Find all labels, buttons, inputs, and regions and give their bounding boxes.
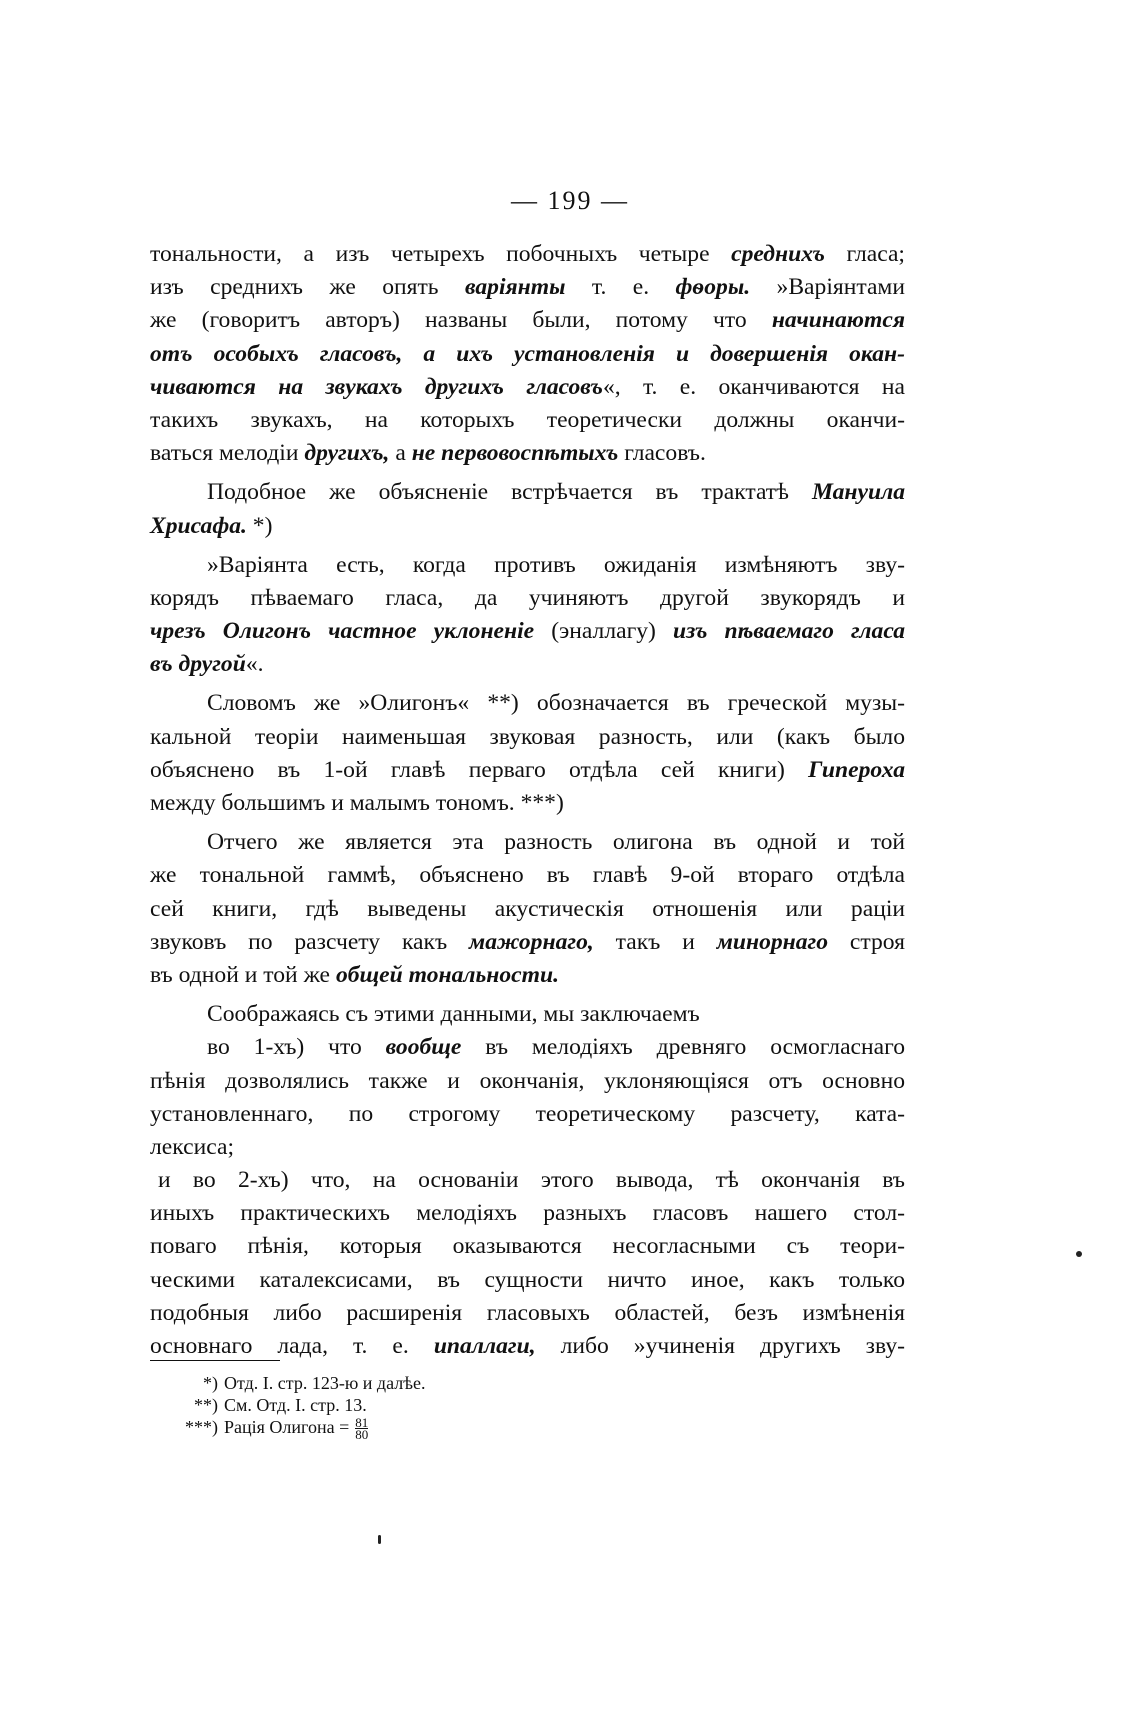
text-run: въ одной и той же xyxy=(150,961,336,988)
text-run: сей книги, гдѣ выведены акустическія отношенія или раціи xyxy=(150,895,905,922)
text-run: а xyxy=(389,440,412,467)
text-line xyxy=(150,476,905,509)
footnote xyxy=(180,1394,425,1416)
text-run: лексиса; xyxy=(150,1133,235,1160)
text-line xyxy=(150,1098,905,1131)
text-run: »Варіянта есть, когда противъ ожиданія измѣняютъ зву- xyxy=(207,551,905,578)
text-line xyxy=(150,1131,905,1164)
text-line xyxy=(150,893,905,926)
text-line xyxy=(150,304,905,337)
italic-phrase: другихъ, xyxy=(304,440,390,467)
text-line xyxy=(150,721,905,754)
text-line xyxy=(150,859,905,892)
footnote-mark: ***) xyxy=(185,1417,218,1437)
text-run: установленнаго, по строгому теоретическому разсчету, ката- xyxy=(150,1100,905,1127)
print-speck xyxy=(378,1535,381,1544)
fraction-numerator: 81 xyxy=(355,1415,369,1431)
footnote xyxy=(180,1415,425,1443)
text-line xyxy=(150,549,905,582)
text-run: Подобное же объясненіе встрѣчается въ трактатѣ xyxy=(207,479,812,506)
italic-phrase: изъ пѣваемаго гласа xyxy=(673,618,905,645)
print-speck xyxy=(1076,1251,1082,1257)
text-line xyxy=(150,615,905,648)
footnote-text: См. Отд. I. стр. 13. xyxy=(224,1395,367,1415)
text-line xyxy=(150,1230,905,1263)
text-line xyxy=(150,238,905,271)
text-line xyxy=(150,437,905,470)
text-run: гласовъ. xyxy=(618,440,706,467)
text-run: поваго пѣнія, которыя оказываются несогласными съ теори- xyxy=(150,1233,905,1260)
text-line xyxy=(150,998,905,1031)
text-line xyxy=(150,404,905,437)
text-line xyxy=(150,648,905,681)
text-line xyxy=(150,510,905,543)
page-number: — 199 — xyxy=(511,186,629,215)
footnote-text: Отд. I. стр. 123-ю и далѣе. xyxy=(224,1373,426,1393)
italic-phrase: вообще xyxy=(385,1034,462,1061)
text-run: Отчего же является эта разность олигона въ одной и той xyxy=(207,829,905,856)
text-run: Словомъ же »Олигонъ« **) обозначается въ греческой музы- xyxy=(207,690,905,717)
italic-phrase: въ другой xyxy=(150,651,246,678)
italic-phrase: минорнаго xyxy=(716,928,829,955)
text-line xyxy=(150,271,905,304)
text-run: т. е. xyxy=(565,274,676,301)
italic-phrase: начинаются xyxy=(771,307,905,334)
body-text xyxy=(150,238,905,1363)
italic-phrase: чиваются на звукахъ другихъ гласовъ xyxy=(150,373,603,400)
text-line xyxy=(150,1197,905,1230)
text-run: между большимъ и малымъ тономъ. ***) xyxy=(150,790,564,816)
italic-phrase: отъ особыхъ гласовъ, а ихъ установленія и довершенія окан- xyxy=(150,340,905,367)
text-run: «, т. е. оканчиваются на xyxy=(602,373,905,400)
text-run: изъ среднихъ же опять xyxy=(150,274,465,301)
text-run: »Варіянтами xyxy=(750,274,905,301)
text-line xyxy=(150,687,905,720)
text-run: же тональной гаммѣ, объяснено въ главѣ 9-ой втораго отдѣла xyxy=(150,862,905,889)
text-line xyxy=(150,1164,905,1197)
footnote-mark: **) xyxy=(194,1395,218,1415)
text-line xyxy=(150,787,905,820)
footnote xyxy=(180,1372,425,1394)
text-run: Соображаясь съ этими данными, мы заключаемъ xyxy=(207,1001,700,1028)
text-line xyxy=(150,754,905,787)
text-run: кальной теоріи наименьшая звуковая разность, или (какъ было xyxy=(150,723,905,750)
italic-phrase: варіянты xyxy=(464,274,566,301)
text-run: иныхъ практическихъ мелодіяхъ разныхъ гласовъ нашего стол- xyxy=(150,1200,905,1227)
text-run: подобныя либо расширенія гласовыхъ областей, безъ измѣненія xyxy=(150,1299,905,1326)
text-line xyxy=(150,1264,905,1297)
text-line xyxy=(150,1297,905,1330)
text-run: (эналлагу) xyxy=(534,618,673,645)
footnotes xyxy=(180,1372,426,1443)
text-run: ческими каталексисами, въ сущности ничто иное, какъ только xyxy=(150,1266,905,1293)
italic-phrase: чрезъ Олигонъ частное уклоненіе xyxy=(150,618,535,645)
italic-phrase: мажорнаго, xyxy=(469,928,594,955)
text-line xyxy=(150,338,905,371)
text-run: такъ и xyxy=(593,928,717,955)
text-run: *) xyxy=(246,512,273,539)
italic-phrase: Хрисафа. xyxy=(150,512,247,539)
text-run: строя xyxy=(828,928,905,955)
text-run: такихъ звукахъ, на которыхъ теоретически должны оканчи- xyxy=(150,406,905,433)
italic-phrase: общей тональности. xyxy=(335,961,560,988)
italic-phrase: не первовоспѣтыхъ xyxy=(411,440,619,467)
fraction-denominator: 80 xyxy=(355,1427,369,1443)
text-run: объяснено въ 1-ой главѣ перваго отдѣла сей книги) xyxy=(150,756,809,783)
text-line xyxy=(150,371,905,404)
text-run: и во 2-хъ) что, на основаніи этого вывода, тѣ окончанія въ xyxy=(158,1167,905,1194)
footnote-text: Рація Олигона = xyxy=(224,1417,350,1437)
text-line xyxy=(150,959,905,992)
italic-phrase: Мануила xyxy=(811,479,905,506)
text-run: либо »учиненія другихъ зву- xyxy=(535,1333,905,1359)
text-line xyxy=(150,1330,905,1363)
text-run: въ мелодіяхъ древняго осмогласнаго xyxy=(461,1034,905,1061)
text-run: пѣнія дозволялись также и окончанія, уклоняющіяся отъ основно xyxy=(150,1067,905,1094)
text-line xyxy=(150,1065,905,1098)
footnote-rule xyxy=(150,1360,280,1361)
text-run: звуковъ по разсчету какъ xyxy=(150,928,470,955)
text-run: ваться мелодіи xyxy=(150,440,305,467)
text-line xyxy=(150,1031,905,1064)
text-line xyxy=(150,826,905,859)
text-run: гласа; xyxy=(824,241,905,267)
text-run: во 1-хъ) что xyxy=(207,1034,386,1061)
italic-phrase: среднихъ xyxy=(731,241,825,267)
text-run: же (говоритъ авторъ) названы были, потому что xyxy=(150,307,772,334)
text-run: корядъ пѣваемаго гласа, да учиняютъ другой звукорядъ и xyxy=(150,584,905,611)
italic-phrase: ипаллаги, xyxy=(433,1333,536,1359)
text-run: основнаго лада, т. е. xyxy=(150,1333,434,1359)
text-line xyxy=(150,582,905,615)
footnote-mark: *) xyxy=(203,1373,218,1393)
ratio-fraction xyxy=(355,1415,369,1443)
text-run: «. xyxy=(245,651,264,678)
text-run: тональности, а изъ четырехъ побочныхъ четыре xyxy=(150,241,732,267)
text-line xyxy=(150,926,905,959)
italic-phrase: фѳоры. xyxy=(675,274,751,301)
italic-phrase: Гипероха xyxy=(808,756,905,783)
